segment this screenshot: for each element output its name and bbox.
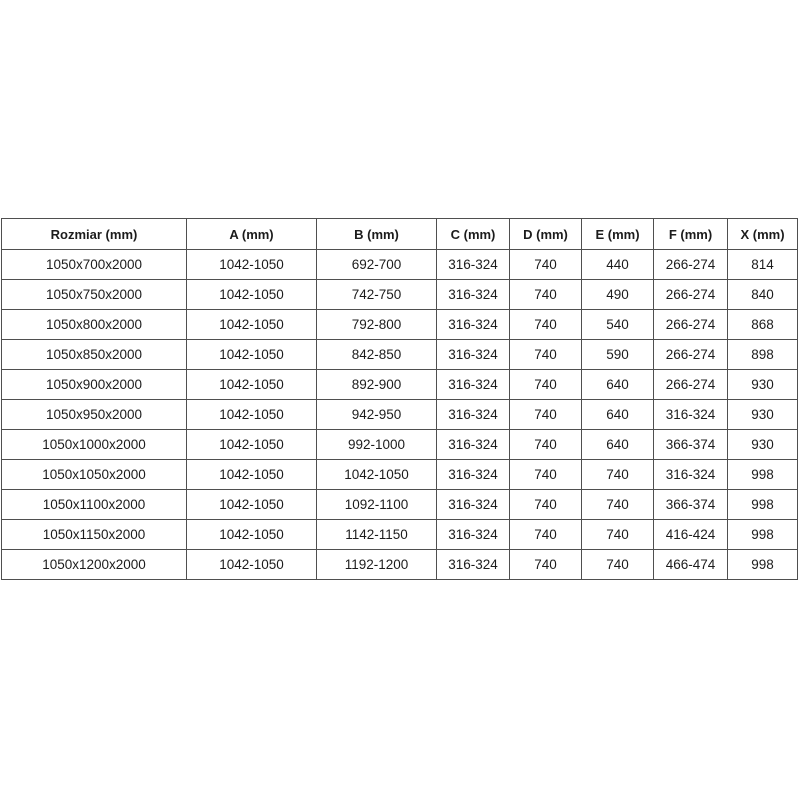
column-header-f-mm: F (mm) [654, 219, 728, 250]
table-row [2, 460, 798, 490]
table-cell: 842-850 [317, 340, 437, 370]
table-row [2, 430, 798, 460]
table-cell: 316-324 [437, 250, 510, 280]
table-cell: 740 [510, 520, 582, 550]
table-cell: 366-374 [654, 490, 728, 520]
table-cell: 466-474 [654, 550, 728, 580]
table-row [2, 550, 798, 580]
table-cell: 1050x1150x2000 [2, 520, 187, 550]
table-cell: 1050x1100x2000 [2, 490, 187, 520]
table-cell: 316-324 [437, 280, 510, 310]
table-cell: 1042-1050 [187, 430, 317, 460]
table-row [2, 520, 798, 550]
column-header-c-mm: C (mm) [437, 219, 510, 250]
table-cell: 1050x900x2000 [2, 370, 187, 400]
table-cell: 1050x750x2000 [2, 280, 187, 310]
table-cell: 316-324 [437, 370, 510, 400]
table-cell: 1042-1050 [187, 550, 317, 580]
table-row [2, 400, 798, 430]
table-cell: 930 [728, 430, 798, 460]
table-cell: 316-324 [437, 460, 510, 490]
table-cell: 930 [728, 400, 798, 430]
table-cell: 740 [582, 550, 654, 580]
table-cell: 1050x1050x2000 [2, 460, 187, 490]
table-cell: 1042-1050 [187, 280, 317, 310]
table-row [2, 490, 798, 520]
table-cell: 590 [582, 340, 654, 370]
table-cell: 740 [510, 370, 582, 400]
table-cell: 998 [728, 520, 798, 550]
table-cell: 316-324 [437, 430, 510, 460]
table-cell: 742-750 [317, 280, 437, 310]
table-cell: 840 [728, 280, 798, 310]
table-cell: 740 [582, 460, 654, 490]
table-cell: 1042-1050 [187, 400, 317, 430]
table-cell: 930 [728, 370, 798, 400]
table-cell: 316-324 [437, 400, 510, 430]
table-cell: 740 [510, 250, 582, 280]
table-cell: 740 [510, 400, 582, 430]
table-cell: 316-324 [437, 490, 510, 520]
table-cell: 998 [728, 490, 798, 520]
table-cell: 1050x700x2000 [2, 250, 187, 280]
table-cell: 1042-1050 [187, 520, 317, 550]
table-cell: 366-374 [654, 430, 728, 460]
table-row [2, 250, 798, 280]
dimensions-table [1, 218, 798, 580]
table-cell: 1042-1050 [187, 340, 317, 370]
table-cell: 640 [582, 400, 654, 430]
table-cell: 814 [728, 250, 798, 280]
table-cell: 1042-1050 [187, 460, 317, 490]
table-cell: 316-324 [437, 340, 510, 370]
column-header-x-mm: X (mm) [728, 219, 798, 250]
column-header-a-mm: A (mm) [187, 219, 317, 250]
table-cell: 868 [728, 310, 798, 340]
table-cell: 998 [728, 460, 798, 490]
table-row [2, 370, 798, 400]
table-cell: 1050x1000x2000 [2, 430, 187, 460]
table-cell: 266-274 [654, 280, 728, 310]
table-cell: 266-274 [654, 340, 728, 370]
table-cell: 1050x950x2000 [2, 400, 187, 430]
table-cell: 640 [582, 370, 654, 400]
table-cell: 740 [510, 310, 582, 340]
column-header-d-mm: D (mm) [510, 219, 582, 250]
table-cell: 316-324 [654, 460, 728, 490]
table-body [2, 250, 798, 580]
table-cell: 1050x800x2000 [2, 310, 187, 340]
table-cell: 740 [510, 460, 582, 490]
table-cell: 266-274 [654, 250, 728, 280]
table-cell: 540 [582, 310, 654, 340]
table-cell: 316-324 [437, 550, 510, 580]
table-cell: 1042-1050 [187, 310, 317, 340]
table-cell: 692-700 [317, 250, 437, 280]
table-cell: 740 [510, 340, 582, 370]
table-cell: 942-950 [317, 400, 437, 430]
table-cell: 998 [728, 550, 798, 580]
table-cell: 1050x850x2000 [2, 340, 187, 370]
table-cell: 1142-1150 [317, 520, 437, 550]
table-cell: 266-274 [654, 310, 728, 340]
dimensions-table-container [1, 218, 798, 580]
column-header-b-mm: B (mm) [317, 219, 437, 250]
table-cell: 316-324 [437, 310, 510, 340]
table-cell: 792-800 [317, 310, 437, 340]
table-cell: 316-324 [437, 520, 510, 550]
table-cell: 1092-1100 [317, 490, 437, 520]
table-cell: 1042-1050 [187, 490, 317, 520]
table-cell: 266-274 [654, 370, 728, 400]
table-cell: 490 [582, 280, 654, 310]
table-row [2, 310, 798, 340]
table-cell: 440 [582, 250, 654, 280]
table-cell: 740 [510, 280, 582, 310]
table-cell: 898 [728, 340, 798, 370]
table-cell: 1042-1050 [187, 250, 317, 280]
table-cell: 892-900 [317, 370, 437, 400]
table-row [2, 280, 798, 310]
table-cell: 740 [582, 490, 654, 520]
column-header-e-mm: E (mm) [582, 219, 654, 250]
table-cell: 316-324 [654, 400, 728, 430]
table-cell: 740 [510, 550, 582, 580]
table-cell: 740 [510, 490, 582, 520]
table-cell: 992-1000 [317, 430, 437, 460]
table-cell: 740 [510, 430, 582, 460]
table-cell: 640 [582, 430, 654, 460]
table-header-row [2, 219, 798, 250]
table-cell: 1050x1200x2000 [2, 550, 187, 580]
table-cell: 1042-1050 [317, 460, 437, 490]
table-row [2, 340, 798, 370]
table-cell: 416-424 [654, 520, 728, 550]
column-header-rozmiar-mm: Rozmiar (mm) [2, 219, 187, 250]
table-cell: 740 [582, 520, 654, 550]
table-cell: 1042-1050 [187, 370, 317, 400]
table-cell: 1192-1200 [317, 550, 437, 580]
